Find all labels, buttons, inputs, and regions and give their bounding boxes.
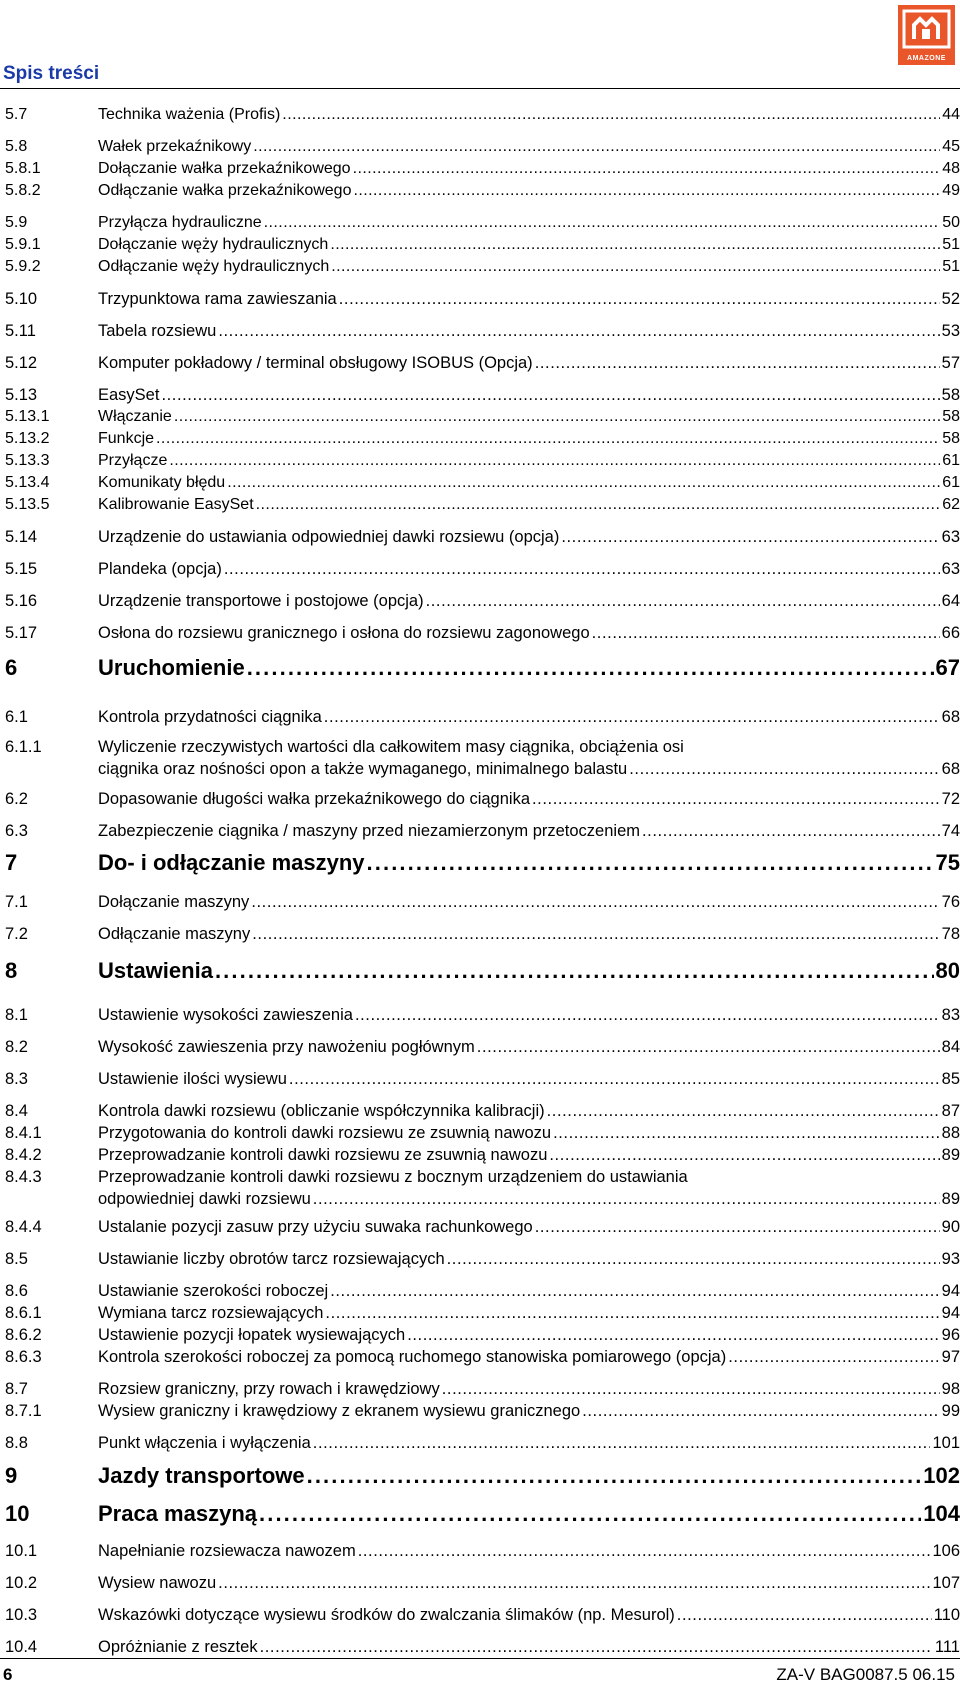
dot-leader xyxy=(227,472,940,493)
toc-entry-title: Jazdy transportowe xyxy=(98,1463,305,1488)
toc-entry-page: 89 xyxy=(941,1190,960,1208)
toc-entry-number: 5.7 xyxy=(5,106,28,123)
toc-entry-number: 7.1 xyxy=(5,893,28,911)
toc-entry-page: 62 xyxy=(942,496,960,513)
toc-entry-title: Kontrola dawki rozsiewu (obliczanie współczynnika kalibracji) xyxy=(98,1102,545,1120)
toc-entry-title-line1: Przeprowadzanie kontroli dawki rozsiewu z bocznym urządzeniem do ustawiania xyxy=(98,1168,688,1186)
toc-entry-page: 63 xyxy=(941,528,960,546)
toc-entry-title: odpowiedniej dawki rozsiewu xyxy=(98,1190,311,1208)
toc-entry-page: 51 xyxy=(942,258,960,275)
dot-leader xyxy=(330,1280,939,1302)
toc-entry-title: Dołączanie maszyny xyxy=(98,893,250,911)
toc-entry-title: Technika ważenia (Profis) xyxy=(98,106,281,123)
dot-leader xyxy=(289,1068,940,1090)
dot-leader xyxy=(169,450,940,471)
toc-entry-number: 5.10 xyxy=(5,290,38,308)
toc-entry-page: 99 xyxy=(941,1402,960,1420)
toc-entry-number: 5.9.1 xyxy=(5,236,41,253)
toc-entry-page: 97 xyxy=(941,1348,960,1366)
toc-entry-number: 10.4 xyxy=(5,1638,38,1656)
dot-leader xyxy=(313,1432,931,1454)
dot-leader xyxy=(582,1400,939,1422)
toc-entry-title: Kontrola szerokości roboczej za pomocą ruchomego stanowiska pomiarowego (opcja) xyxy=(98,1348,727,1366)
dot-leader xyxy=(535,352,940,374)
toc-entry-number: 6.1 xyxy=(5,708,28,726)
toc-entry-number: 10 xyxy=(5,1501,30,1526)
dot-leader xyxy=(547,1100,940,1122)
dot-leader xyxy=(264,212,941,233)
toc-entry-page: 85 xyxy=(941,1070,960,1088)
dot-leader xyxy=(260,1636,933,1658)
toc-entry-title: Odłączanie wałka przekaźnikowego xyxy=(98,182,352,199)
toc-entry-page: 94 xyxy=(941,1282,960,1300)
header-rule xyxy=(0,88,960,89)
toc-entry-page: 102 xyxy=(923,1463,960,1488)
toc-entry-title: Dopasowanie długości wałka przekaźnikowego do ciągnika xyxy=(98,790,531,808)
toc-entry-page: 68 xyxy=(941,760,960,778)
toc-entry-page: 53 xyxy=(941,322,960,340)
dot-leader xyxy=(339,288,940,310)
toc-entry-title: Ustawianie szerokości roboczej xyxy=(98,1282,329,1300)
toc-entry-number: 5.9 xyxy=(5,214,28,231)
toc-entry-page: 76 xyxy=(941,893,960,911)
toc-entry-title: Do- i odłączanie maszyny xyxy=(98,850,365,875)
dot-leader xyxy=(259,1500,921,1528)
dot-leader xyxy=(535,1216,940,1238)
toc-entry-page: 58 xyxy=(942,430,960,447)
toc-entry-page: 111 xyxy=(934,1638,960,1656)
toc-entry-page: 66 xyxy=(941,624,960,642)
toc-entry-page: 104 xyxy=(923,1501,960,1526)
dot-leader xyxy=(549,1144,939,1166)
footer-document-id: ZA-V BAG0087.5 06.15 xyxy=(776,1665,955,1684)
toc-entry-number: 5.11 xyxy=(5,322,36,340)
toc-entry-title: Włączanie xyxy=(98,408,172,425)
dot-leader xyxy=(677,1604,932,1626)
toc-entry-title: Wymiana tarcz rozsiewających xyxy=(98,1304,324,1322)
toc-entry-title: Kalibrowanie EasySet xyxy=(98,496,254,513)
toc-entry-number: 5.13.1 xyxy=(5,408,50,425)
dot-leader xyxy=(728,1346,939,1368)
dot-leader xyxy=(642,820,940,842)
toc-entry-number: 8.4.4 xyxy=(5,1218,42,1236)
dot-leader xyxy=(477,1036,940,1058)
toc-entry-title: Funkcje xyxy=(98,430,155,447)
toc-entry-number: 6.3 xyxy=(5,822,28,840)
dot-leader xyxy=(156,428,940,449)
toc-entry-page: 48 xyxy=(942,160,960,177)
toc-entry-title: Odłączanie maszyny xyxy=(98,925,251,943)
toc-entry-page: 96 xyxy=(941,1326,960,1344)
toc-entry-title: Kontrola przydatności ciągnika xyxy=(98,708,322,726)
toc-entry-number: 5.17 xyxy=(5,624,38,642)
toc-entry-title: Przyłącza hydrauliczne xyxy=(98,214,262,231)
toc-entry-number: 5.8.1 xyxy=(5,160,41,177)
toc-entry-number: 5.16 xyxy=(5,592,38,610)
toc-entry-number: 5.12 xyxy=(5,354,38,372)
toc-entry-page: 107 xyxy=(932,1574,960,1592)
dot-leader xyxy=(253,136,940,157)
toc-entry-page: 80 xyxy=(935,958,960,983)
toc-entry-number: 5.14 xyxy=(5,528,38,546)
toc-entry-title: Urządzenie transportowe i postojowe (opcja) xyxy=(98,592,424,610)
dot-leader xyxy=(442,1378,940,1400)
toc-entry-number: 8.6 xyxy=(5,1282,28,1300)
footer-page-number: 6 xyxy=(3,1665,13,1684)
footer-rule xyxy=(0,1658,960,1659)
dot-leader xyxy=(358,1540,931,1562)
toc-entry-number: 10.1 xyxy=(5,1542,38,1560)
toc-entry-title: Ustawienie wysokości zawieszenia xyxy=(98,1006,353,1024)
toc-entry-page: 106 xyxy=(932,1542,960,1560)
toc-entry-page: 52 xyxy=(941,290,960,308)
toc-entry-title: Przygotowania do kontroli dawki rozsiewu ze zsuwnią nawozu xyxy=(98,1124,552,1142)
toc-entry-page: 57 xyxy=(941,354,960,372)
toc-entry-number: 8.4.1 xyxy=(5,1124,42,1142)
toc-entry-title: Komputer pokładowy / terminal obsługowy ISOBUS (Opcja) xyxy=(98,354,533,372)
toc-entry-title: Ustawienie ilości wysiewu xyxy=(98,1070,287,1088)
dot-leader xyxy=(331,256,940,277)
page-header-title: Spis treści xyxy=(3,63,100,84)
toc-entry-number: 8 xyxy=(5,958,18,983)
toc-entry-number: 8.5 xyxy=(5,1250,28,1268)
toc-entry-page: 72 xyxy=(941,790,960,808)
toc-entry-title: Ustalanie pozycji zasuw przy użyciu suwaka rachunkowego xyxy=(98,1218,533,1236)
toc-entry-number: 5.13.5 xyxy=(5,496,50,513)
toc-entry-page: 93 xyxy=(941,1250,960,1268)
toc-entry-page: 45 xyxy=(942,138,960,155)
toc-entry-title: Napełnianie rozsiewacza nawozem xyxy=(98,1542,356,1560)
toc-entry-number: 5.8 xyxy=(5,138,28,155)
toc-entry-title: Tabela rozsiewu xyxy=(98,322,217,340)
dot-leader xyxy=(161,384,939,406)
toc-entry-number: 5.13.4 xyxy=(5,474,50,491)
dot-leader xyxy=(367,849,934,877)
dot-leader xyxy=(313,1188,940,1210)
toc-entry-title: Komunikaty błędu xyxy=(98,474,226,491)
toc-entry-title: Osłona do rozsiewu granicznego i osłona do rozsiewu zagonowego xyxy=(98,624,590,642)
dot-leader xyxy=(307,1462,922,1490)
toc-entry-title: Uruchomienie xyxy=(98,655,245,680)
toc-entry-title: Ustawienie pozycji łopatek wysiewających xyxy=(98,1326,406,1344)
toc-entry-number: 5.8.2 xyxy=(5,182,41,199)
toc-entry-number: 8.6.2 xyxy=(5,1326,42,1344)
toc-entry-number: 7.2 xyxy=(5,925,28,943)
toc-entry-number: 8.4 xyxy=(5,1102,28,1120)
dot-leader xyxy=(447,1248,940,1270)
dot-leader xyxy=(251,891,939,913)
toc-entry-title: Wysiew nawozu xyxy=(98,1574,217,1592)
toc-entry-title: Dołączanie wałka przekaźnikowego xyxy=(98,160,351,177)
toc-entry-number: 5.13 xyxy=(5,386,38,404)
toc-entry-number: 9 xyxy=(5,1463,18,1488)
toc-entry-number: 5.9.2 xyxy=(5,258,41,275)
dot-leader xyxy=(325,1302,939,1324)
toc-entry-number: 6 xyxy=(5,655,18,680)
amazone-logo xyxy=(898,5,955,65)
toc-entry-number: 8.3 xyxy=(5,1070,28,1088)
toc-entry-title: Odłączanie węży hydraulicznych xyxy=(98,258,330,275)
toc-entry-page: 50 xyxy=(942,214,960,231)
toc-entry-title: Wysiew graniczny i krawędziowy z ekranem wysiewu granicznego xyxy=(98,1402,581,1420)
toc-entry-title: ciągnika oraz nośności opon a także wymaganego, minimalnego balastu xyxy=(98,760,628,778)
dot-leader xyxy=(532,788,940,810)
toc-entry-title: Trzypunktowa rama zawieszania xyxy=(98,290,337,308)
dot-leader xyxy=(218,1572,930,1594)
toc-entry-title: Opróżnianie z resztek xyxy=(98,1638,258,1656)
dot-leader xyxy=(282,104,940,125)
dot-leader xyxy=(553,1122,940,1144)
toc-entry-page: 64 xyxy=(941,592,960,610)
toc-entry-page: 110 xyxy=(933,1606,960,1624)
toc-entry-title: EasySet xyxy=(98,386,160,404)
dot-leader xyxy=(561,526,939,548)
toc-entry-page: 58 xyxy=(942,408,960,425)
toc-entry-title: Wałek przekaźnikowy xyxy=(98,138,252,155)
toc-entry-number: 7 xyxy=(5,850,18,875)
toc-entry-number: 8.4.3 xyxy=(5,1168,42,1186)
toc-entry-number: 8.7.1 xyxy=(5,1402,42,1420)
toc-entry-number: 10.3 xyxy=(5,1606,38,1624)
toc-entry-page: 67 xyxy=(935,655,960,680)
toc-entry-title: Przyłącze xyxy=(98,452,168,469)
toc-entry-title: Ustawianie liczby obrotów tarcz rozsiewających xyxy=(98,1250,445,1268)
toc-entry-page: 51 xyxy=(942,236,960,253)
toc-entry-page: 83 xyxy=(941,1006,960,1024)
toc-entry-page: 84 xyxy=(941,1038,960,1056)
toc-entry-page: 98 xyxy=(941,1380,960,1398)
toc-entry-page: 75 xyxy=(935,850,960,875)
dot-leader xyxy=(247,654,934,682)
toc-entry-page: 90 xyxy=(941,1218,960,1236)
toc-entry-number: 5.13.2 xyxy=(5,430,50,447)
dot-leader xyxy=(215,957,934,985)
toc-entry-title: Urządzenie do ustawiania odpowiedniej dawki rozsiewu (opcja) xyxy=(98,528,560,546)
dot-leader xyxy=(330,234,940,255)
toc-entry-page: 63 xyxy=(941,560,960,578)
dot-leader xyxy=(426,590,940,612)
toc-entry-page: 87 xyxy=(941,1102,960,1120)
toc-entry-page: 94 xyxy=(941,1304,960,1322)
dot-leader xyxy=(324,706,940,728)
dot-leader xyxy=(407,1324,939,1346)
toc-entry-title: Punkt włączenia i wyłączenia xyxy=(98,1434,311,1452)
toc-entry-title: Zabezpieczenie ciągnika / maszyny przed niezamierzonym przetoczeniem xyxy=(98,822,640,840)
toc-entry-number: 8.4.2 xyxy=(5,1146,42,1164)
toc-entry-page: 68 xyxy=(941,708,960,726)
toc-entry-number: 5.13.3 xyxy=(5,452,50,469)
dot-leader xyxy=(252,923,939,945)
toc-entry-page: 101 xyxy=(932,1434,960,1452)
toc-entry-number: 8.8 xyxy=(5,1434,28,1452)
toc-entry-title: Ustawienia xyxy=(98,958,213,983)
toc-entry-number: 10.2 xyxy=(5,1574,38,1592)
dot-leader xyxy=(353,180,940,201)
logo-brand-text: AMAZONE xyxy=(907,55,946,62)
dot-leader xyxy=(353,158,941,179)
dot-leader xyxy=(592,622,940,644)
toc-entry-number: 6.2 xyxy=(5,790,28,808)
toc-entry-title: Rozsiew graniczny, przy rowach i krawędziowy xyxy=(98,1380,440,1398)
toc-entry-title: Praca maszyną xyxy=(98,1501,257,1526)
toc-entry-number: 8.6.3 xyxy=(5,1348,42,1366)
dot-leader xyxy=(174,406,940,427)
toc-entry-number: 5.15 xyxy=(5,560,38,578)
toc-entry-title: Dołączanie węży hydraulicznych xyxy=(98,236,329,253)
toc-entry-page: 88 xyxy=(941,1124,960,1142)
toc-entry-page: 44 xyxy=(942,106,960,123)
toc-entry-page: 61 xyxy=(942,474,960,491)
dot-leader xyxy=(256,494,941,515)
toc-entry-page: 58 xyxy=(941,386,960,404)
toc-entry-title: Wysokość zawieszenia przy nawożeniu pogłównym xyxy=(98,1038,475,1056)
dot-leader xyxy=(355,1004,940,1026)
toc-entry-page: 78 xyxy=(941,925,960,943)
dot-leader xyxy=(629,758,939,780)
toc-entry-page: 89 xyxy=(941,1146,960,1164)
toc-entry-number: 8.1 xyxy=(5,1006,28,1024)
toc-entry-number: 8.6.1 xyxy=(5,1304,42,1322)
toc-entry-title: Przeprowadzanie kontroli dawki rozsiewu ze zsuwnią nawozu xyxy=(98,1146,548,1164)
toc-entry-page: 74 xyxy=(941,822,960,840)
toc-entry-page: 49 xyxy=(942,182,960,199)
toc-entry-title: Plandeka (opcja) xyxy=(98,560,222,578)
dot-leader xyxy=(218,320,939,342)
toc-entry-number: 6.1.1 xyxy=(5,738,42,756)
toc-entry-number: 8.7 xyxy=(5,1380,28,1398)
toc-entry-title: Wskazówki dotyczące wysiewu środków do zwalczania ślimaków (np. Mesurol) xyxy=(98,1606,675,1624)
toc-entry-number: 8.2 xyxy=(5,1038,28,1056)
dot-leader xyxy=(224,558,940,580)
toc-entry-title-line1: Wyliczenie rzeczywistych wartości dla całkowitem masy ciągnika, obciążenia osi xyxy=(98,738,684,756)
toc-entry-page: 61 xyxy=(942,452,960,469)
